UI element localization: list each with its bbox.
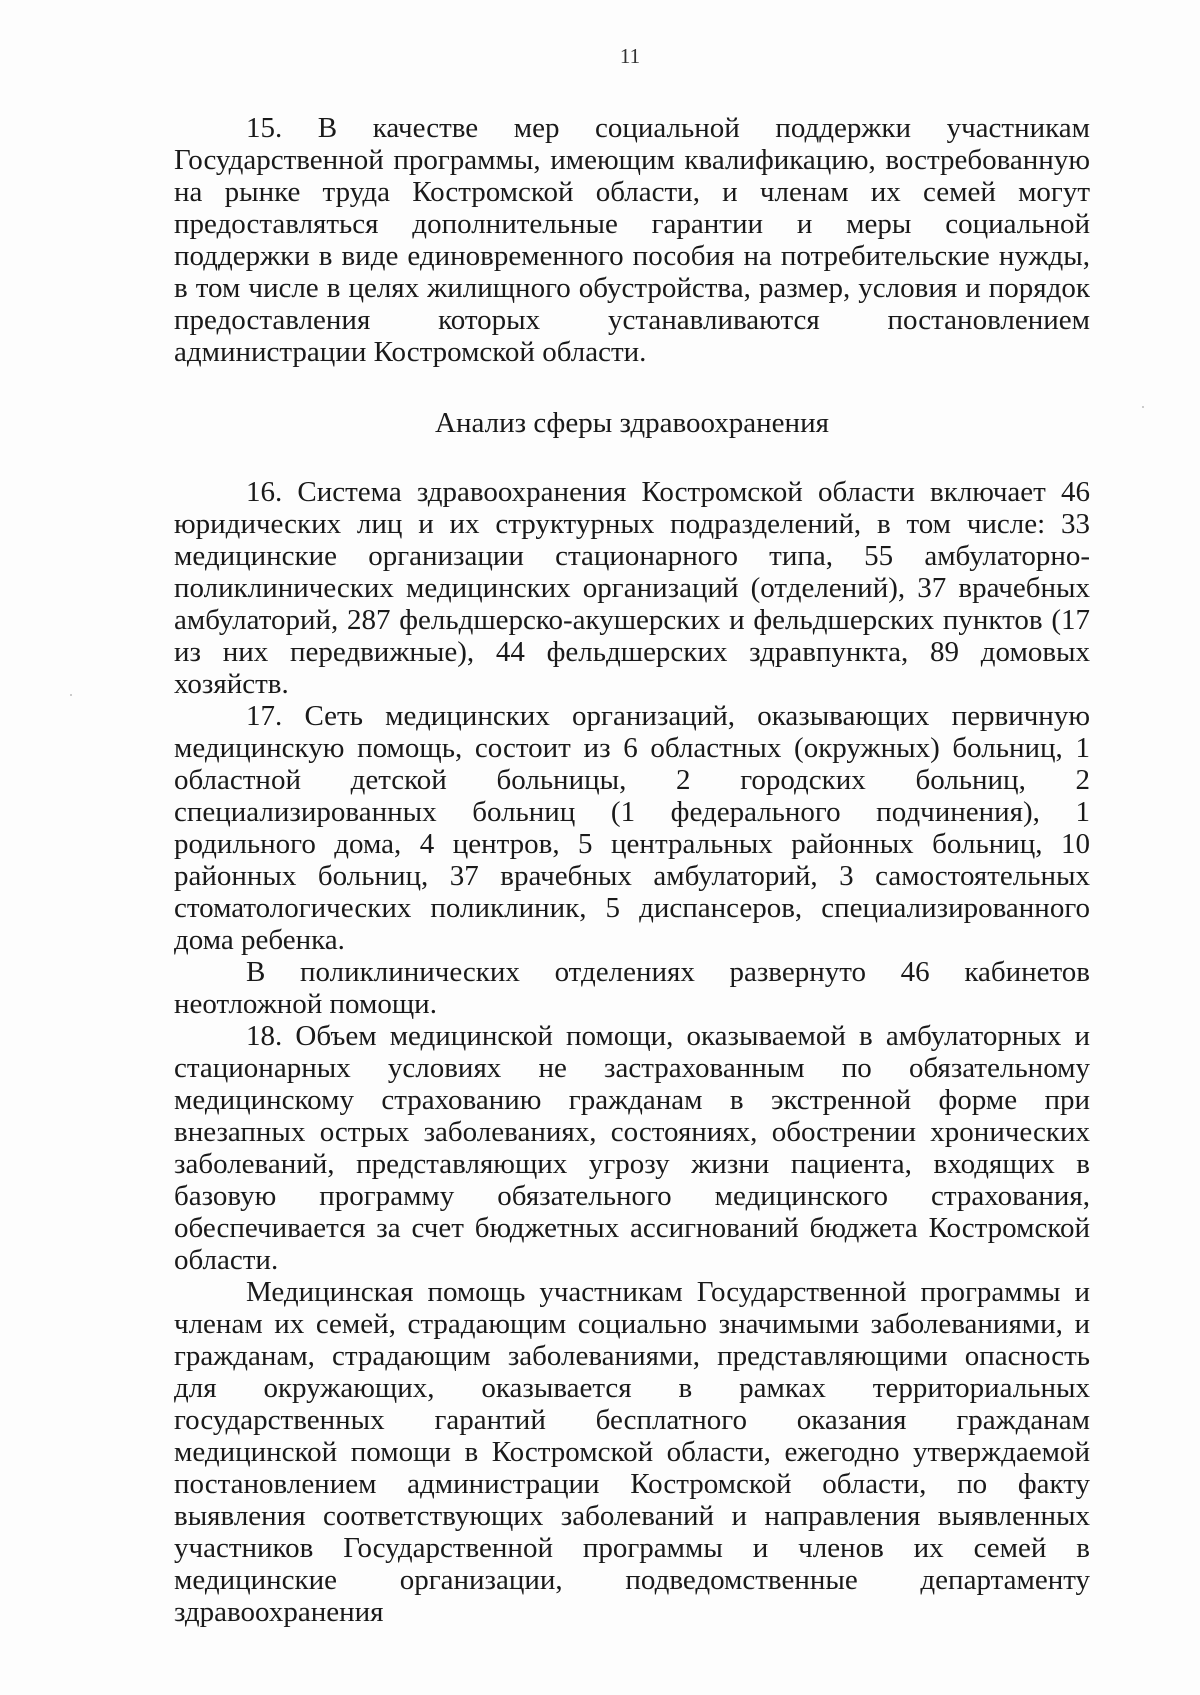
scan-speck <box>1142 406 1144 408</box>
page-number: 11 <box>619 44 641 68</box>
document-body <box>174 112 1090 1628</box>
section-heading: Анализ сферы здравоохранения <box>435 407 829 439</box>
paragraph-17: 17. Сеть медицинских организаций, оказывающих первичную медицинскую помощь, состоит из 6 областных (окружных) больниц, 1 областной детской больницы, 2 городских больниц, 2 специализированных больниц (1 федерального подчинения), 1 родильного дома, 4 центров, 5 центральных районных больниц, 10 районных больниц, 37 врачебных амбулаторий, 3 самостоятельных стоматологических поликлиник, 5 диспансеров, специализированного дома ребенка. <box>174 700 1090 956</box>
paragraph-15: 15. В качестве мер социальной поддержки участникам Государственной программы, имеющим квалификацию, востребованную на рынке труда Костромской области, и членам их семей могут предоставляться дополнительные гарантии и меры социальной поддержки в виде единовременного пособия на потребительские нужды, в том числе в целях жилищного обустройства, размер, условия и порядок предоставления которых устанавливаются постановлением администрации Костромской области. <box>174 112 1090 368</box>
paragraph-18: 18. Объем медицинской помощи, оказываемой в амбулаторных и стационарных условиях не застрахованным по обязательному медицинскому страхованию гражданам в экстренной форме при внезапных острых заболеваниях, состояниях, обострении хронических заболеваний, представляющих угрозу жизни пациента, входящих в базовую программу обязательного медицинского страхования, обеспечивается за счет бюджетных ассигнований бюджета Костромской области. <box>174 1020 1090 1276</box>
scan-speck <box>70 694 72 696</box>
paragraph-17-continued: В поликлинических отделениях развернуто 46 кабинетов неотложной помощи. <box>174 956 1090 1020</box>
paragraph-16: 16. Система здравоохранения Костромской области включает 46 юридических лиц и их структурных подразделений, в том числе: 33 медицинские организации стационарного типа, 55 амбулаторно-поликлинических медицинских организаций (отделений), 37 врачебных амбулаторий, 287 фельдшерско-акушерских и фельдшерских пунктов (17 из них передвижные), 44 фельдшерских здравпункта, 89 домовых хозяйств. <box>174 476 1090 700</box>
paragraph-18-continued: Медицинская помощь участникам Государственной программы и членам их семей, страдающим социально значимыми заболеваниями, и гражданам, страдающим заболеваниями, представляющими опасность для окружающих, оказывается в рамках территориальных государственных гарантий бесплатного оказания гражданам медицинской помощи в Костромской области, ежегодно утверждаемой постановлением администрации Костромской области, по факту выявления соответствующих заболеваний и направления выявленных участников Государственной программы и членов их семей в медицинские организации, подведомственные департаменту здравоохранения <box>174 1276 1090 1628</box>
